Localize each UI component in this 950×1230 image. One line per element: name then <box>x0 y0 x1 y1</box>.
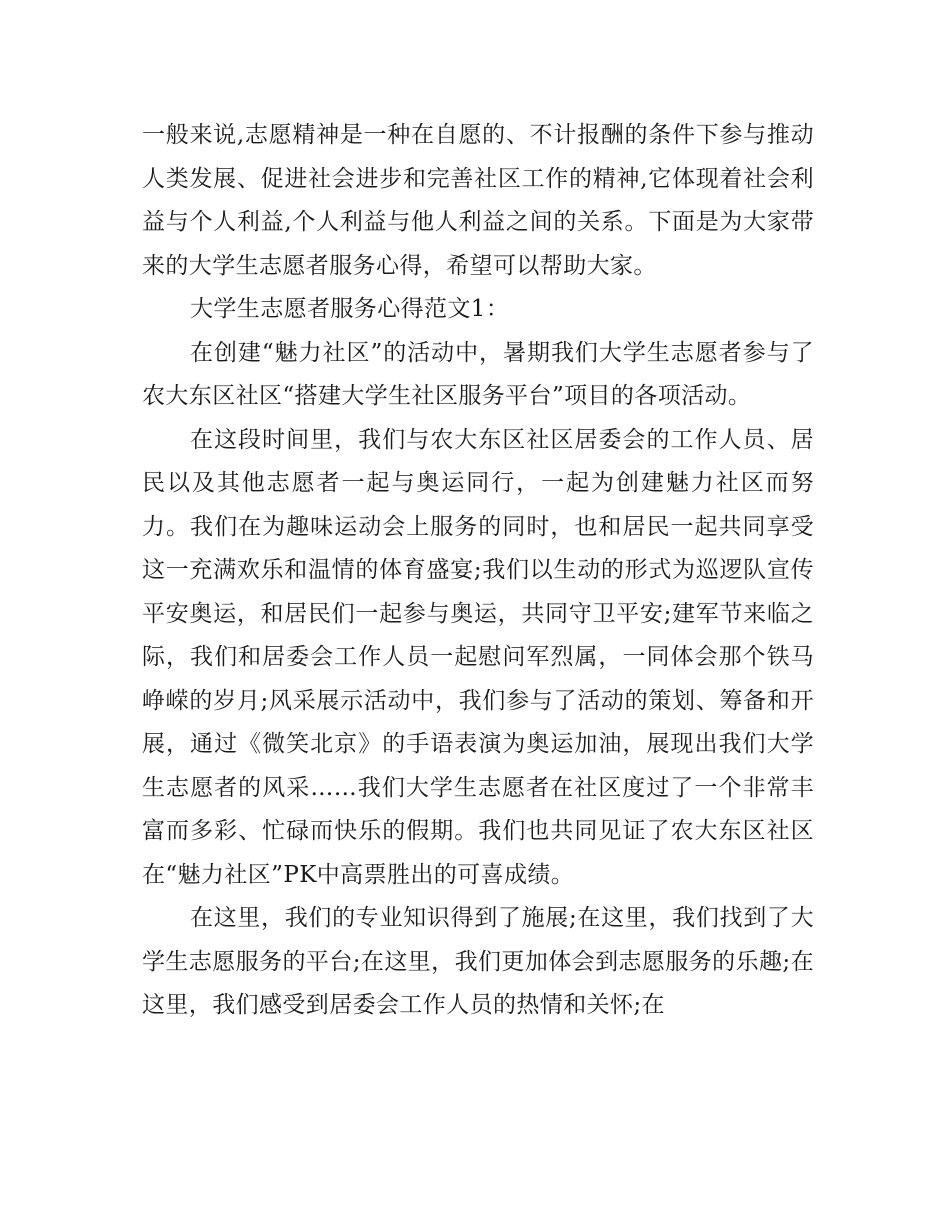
body-paragraph: 在这里，我们的专业知识得到了施展;在这里，我们找到了大学生志愿服务的平台;在这里，我们更加体会到志愿服务的乐趣;在这里，我们感受到居委会工作人员的热情和关怀;在 <box>142 905 814 1018</box>
body-paragraph: 在这段时间里，我们与农大东区社区居委会的工作人员、居民以及其他志愿者一起与奥运同行，一起为创建魅力社区而努力。我们在为趣味运动会上服务的同时，也和居民一起共同享受这一充满欢乐和温情的体育盛宴;我们以生动的形式为巡逻队宣传平安奥运，和居民们一起参与奥运，共同守卫平安;建军节来临之际，我们和居委会工作人员一起慰问军烈属，一同体会那个铁马峥嵘的岁月;风采展示活动中，我们参与了活动的策划、筹备和开展，通过《微笑北京》的手语表演为奥运加油，展现出我们大学生志愿者的风采……我们大学生志愿者在社区度过了一个非常丰富而多彩、忙碌而快乐的假期。我们也共同见证了农大东区社区在“魅力社区”PK中高票胜出的可喜成绩。 <box>142 426 814 888</box>
section-heading: 大学生志愿者服务心得范文1： <box>190 296 510 322</box>
document-body <box>142 114 814 1028</box>
intro-paragraph: 一般来说,志愿精神是一种在自愿的、不计报酬的条件下参与推动人类发展、促进社会进步和完善社区工作的精神,它体现着社会利益与个人利益,个人利益与他人利益之间的关系。下面是为大家带来的大学生志愿者服务心得，希望可以帮助大家。 <box>142 122 814 279</box>
body-paragraph: 在创建“魅力社区”的活动中，暑期我们大学生志愿者参与了农大东区社区“搭建大学生社区服务平台”项目的各项活动。 <box>142 339 814 409</box>
